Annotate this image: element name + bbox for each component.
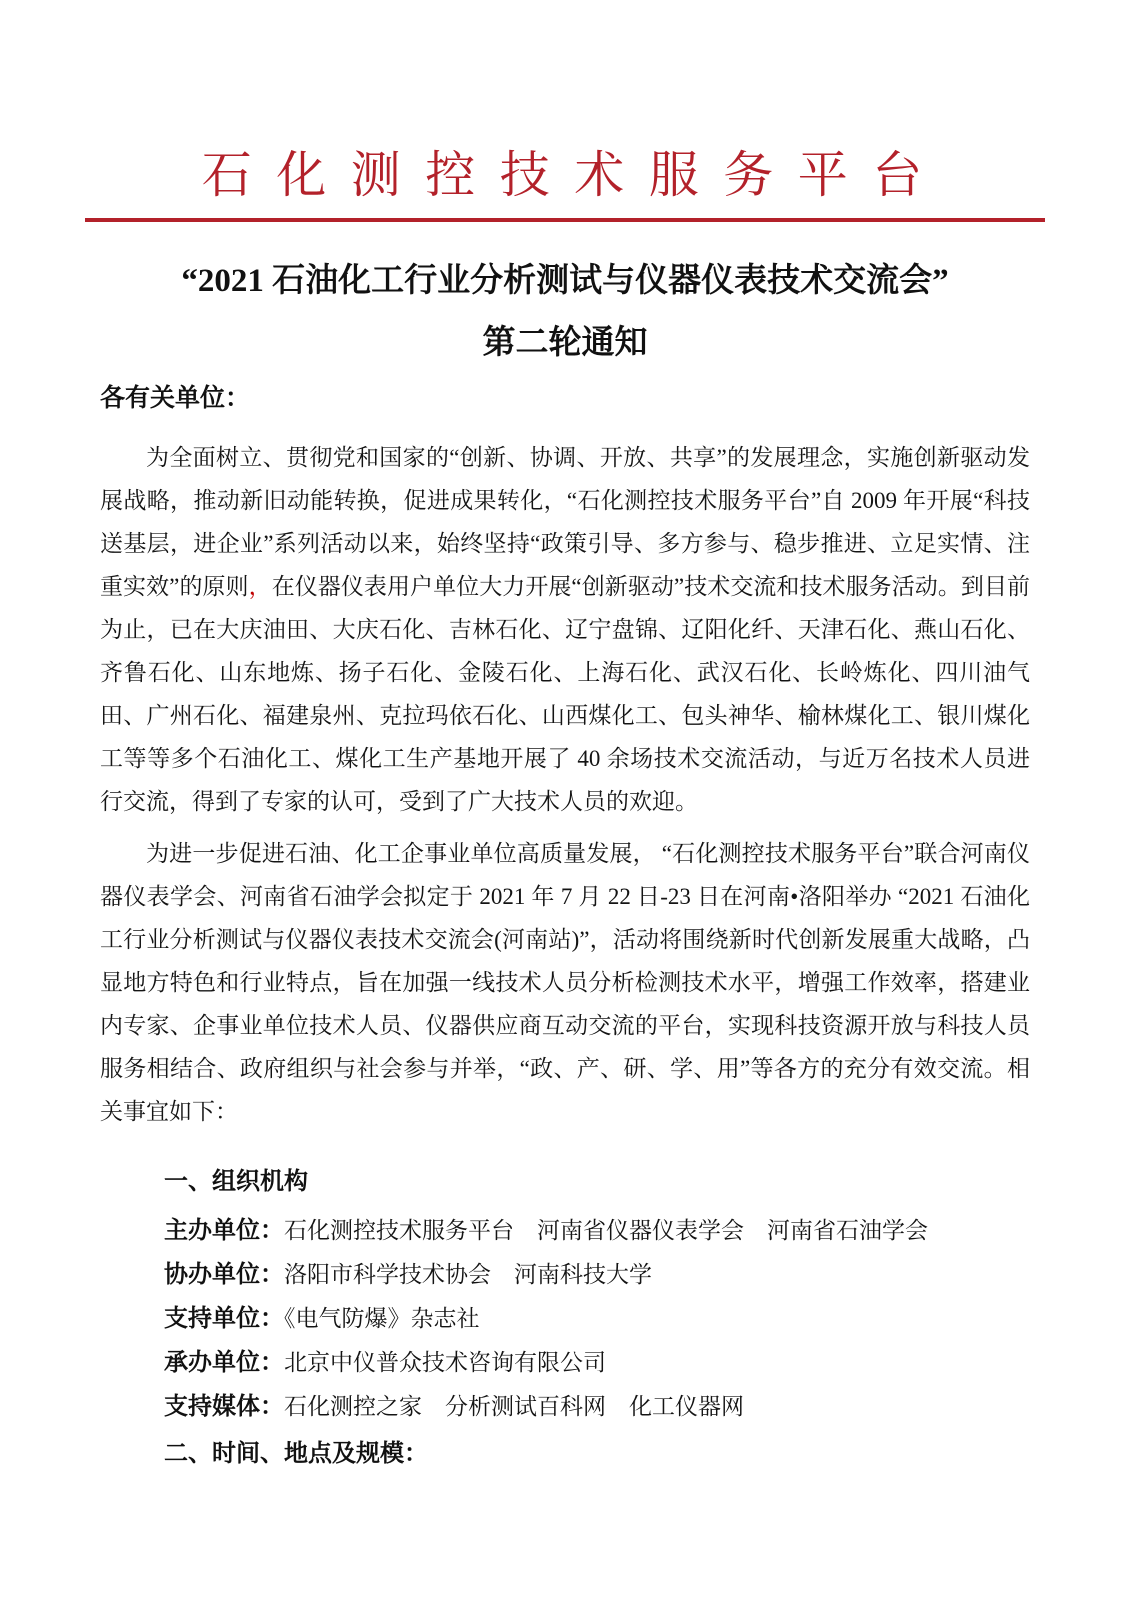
organization-list	[164, 1209, 1030, 1429]
org-item-label: 主办单位：	[164, 1217, 284, 1244]
paragraph-1	[100, 436, 1030, 823]
paragraph-1-text-b: 在仪器仪表用户单位大力开展“创新驱动”技术交流和技术服务活动。到目前为止，已在大庆油田、大庆石化、吉林石化、辽宁盘锦、辽阳化纤、天津石化、燕山石化、齐鲁石化、山东地炼、扬子石化、金陵石化、上海石化、武汉石化、长岭炼化、四川油气田、广州石化、福建泉州、克拉玛依石化、山西煤化工、包头神华、榆林煤化工、银川煤化工等等多个石油化工、煤化工生产基地开展了 40 余场技术交流活动，与近万名技术人员进行交流，得到了专家的认可，受到了广大技术人员的欢迎。	[100, 574, 1031, 814]
org-item-value: 石化测控技术服务平台 河南省仪器仪表学会 河南省石油学会	[284, 1218, 928, 1243]
org-item-label: 协办单位：	[164, 1261, 284, 1288]
org-item-label: 支持单位：	[164, 1305, 284, 1332]
org-item-media	[164, 1385, 1030, 1429]
org-item-value: 石化测控之家 分析测试百科网 化工仪器网	[284, 1394, 744, 1419]
section-1-heading: 一、组织机构	[164, 1168, 308, 1195]
org-item-supporter	[164, 1297, 1030, 1341]
doc-title-line2: 第二轮通知	[482, 325, 648, 361]
masthead-rule	[85, 218, 1045, 222]
org-item-value: 北京中仪普众技术咨询有限公司	[284, 1350, 606, 1375]
masthead	[100, 146, 1030, 222]
org-item-label: 支持媒体：	[164, 1393, 284, 1420]
paragraph-2: 为进一步促进石油、化工企事业单位高质量发展， “石化测控技术服务平台”联合河南仪器仪表学会、河南省石油学会拟定于 2021 年 7 月 22 日-23 日在河南•洛阳举办 “2021 石油化工行业分析测试与仪器仪表技术交流会(河南站)”，活动将围绕新时代创新发展重大战略，凸显地方特色和行业特点，旨在加强一线技术人员分析检测技术水平，增强工作效率，搭建业内专家、企事业单位技术人员、仪器供应商互动交流的平台，实现科技资源开放与科技人员服务相结合、政府组织与社会参与并举，“政、产、研、学、用”等各方的充分有效交流。相关事宜如下：	[100, 841, 1030, 1124]
section-2-heading: 二、时间、地点及规模：	[164, 1440, 428, 1467]
org-item-host	[164, 1209, 1030, 1253]
paragraph-1-text-a: 为全面树立、贯彻党和国家的“创新、协调、开放、共享”的发展理念，实施创新驱动发展战略，推动新旧动能转换，促进成果转化，“石化测控技术服务平台”自 2009 年开展“科技送基层，进企业”系列活动以来，始终坚持“政策引导、多方参与、稳步推进、立足实情、注重实效”的原则	[100, 445, 1030, 599]
paragraph-1-red-comma: ，	[248, 574, 272, 599]
org-item-value: 洛阳市科学技术协会 河南科技大学	[284, 1262, 652, 1287]
doc-title-line1: “2021 石油化工行业分析测试与仪器仪表技术交流会”	[181, 263, 949, 299]
org-item-label: 承办单位：	[164, 1349, 284, 1376]
org-item-organizer	[164, 1341, 1030, 1385]
org-item-cohost	[164, 1253, 1030, 1297]
salutation: 各有关单位：	[100, 384, 251, 412]
org-item-value: 《电气防爆》杂志社	[284, 1306, 480, 1331]
masthead-title: 石 化 测 控 技 术 服 务 平 台	[201, 147, 929, 203]
